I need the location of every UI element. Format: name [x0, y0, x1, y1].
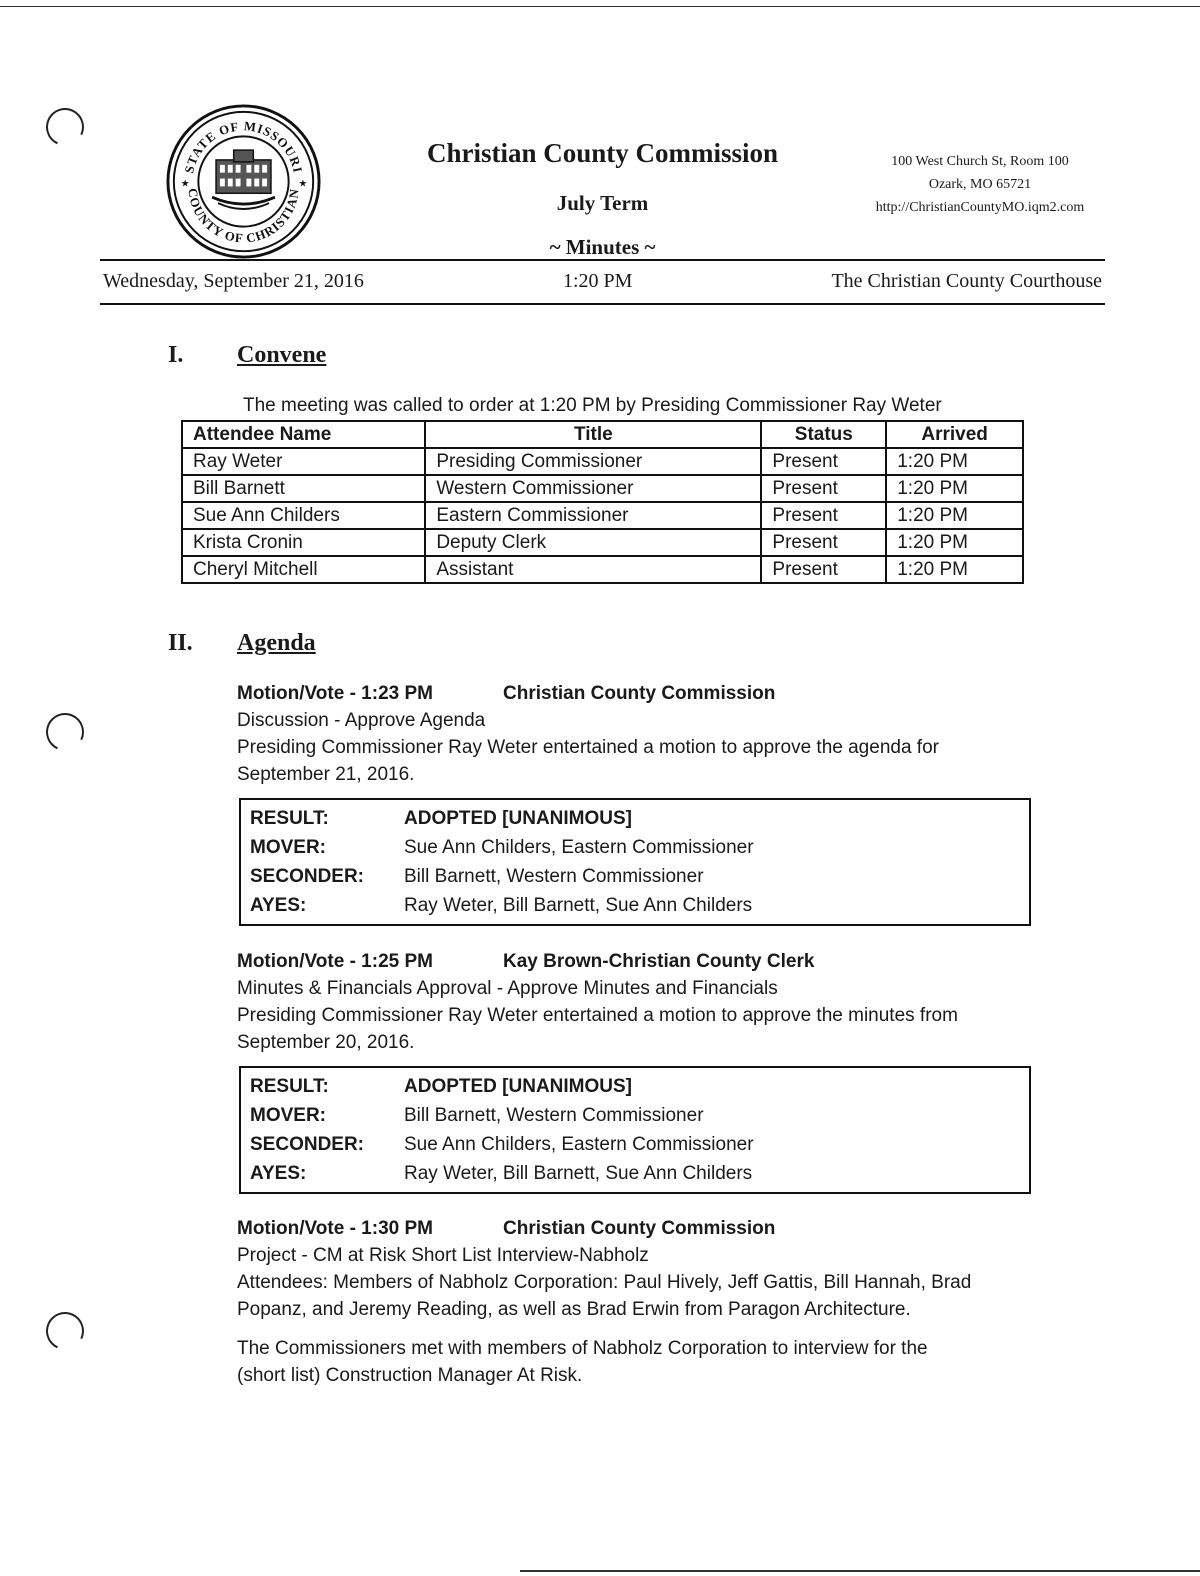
attendee-name: Krista Cronin	[182, 529, 425, 556]
attendee-name: Cheryl Mitchell	[182, 556, 425, 583]
item-description: Presiding Commissioner Ray Weter entertained a motion to approve the agenda for	[237, 737, 939, 758]
org-title: Christian County Commission	[426, 138, 779, 168]
vote-label: MOVER:	[250, 1104, 326, 1126]
vote-label: MOVER:	[250, 836, 326, 858]
vote-label: SECONDER:	[250, 865, 365, 887]
attendee-table	[181, 420, 1024, 584]
item-description: September 21, 2016.	[237, 764, 415, 785]
item-paragraph: The Commissioners met with members of Nabholz Corporation to interview for the	[237, 1338, 928, 1359]
vote-ayes: Ray Weter, Bill Barnett, Sue Ann Childers	[404, 1162, 753, 1184]
address-line-1: 100 West Church St, Room 100	[891, 154, 1069, 169]
attendee-title: Assistant	[425, 556, 761, 583]
attendee-arrived: 1:20 PM	[886, 475, 1023, 502]
vote-result-box	[239, 798, 1031, 926]
attendee-status: Present	[761, 556, 886, 583]
attendee-arrived: 1:20 PM	[886, 556, 1023, 583]
svg-text:★: ★	[298, 178, 308, 190]
table-header-row	[182, 421, 1023, 448]
vote-label: SECONDER:	[250, 1133, 365, 1155]
table-row	[182, 475, 1023, 502]
attendee-status: Present	[761, 502, 886, 529]
document-type: ~ Minutes ~	[549, 235, 656, 259]
header-rule-bottom	[100, 303, 1105, 305]
column-header: Status	[761, 421, 886, 448]
item-description: Attendees: Members of Nabholz Corporation: Paul Hively, Jeff Gattis, Bill Hannah, Brad	[237, 1272, 972, 1293]
term-label: July Term	[556, 191, 649, 215]
agenda-item	[237, 680, 1037, 788]
column-header: Arrived	[886, 421, 1023, 448]
attendee-status: Present	[761, 475, 886, 502]
attendee-status: Present	[761, 529, 886, 556]
motion-time: Motion/Vote - 1:30 PM	[237, 1218, 433, 1239]
address-line-2: Ozark, MO 65721	[928, 177, 1032, 192]
table-row	[182, 502, 1023, 529]
item-subject: Discussion - Approve Agenda	[237, 710, 486, 731]
attendee-arrived: 1:20 PM	[886, 529, 1023, 556]
item-description: Presiding Commissioner Ray Weter entertained a motion to approve the minutes from	[237, 1005, 958, 1026]
vote-label: RESULT:	[250, 807, 329, 829]
section-number: II.	[168, 630, 193, 656]
motion-source: Christian County Commission	[503, 1218, 776, 1239]
vote-mover: Sue Ann Childers, Eastern Commissioner	[404, 836, 754, 858]
top-scan-rule	[0, 6, 1200, 7]
attendee-title: Eastern Commissioner	[425, 502, 761, 529]
county-seal-icon	[165, 103, 322, 260]
attendee-arrived: 1:20 PM	[886, 502, 1023, 529]
meeting-time: 1:20 PM	[563, 270, 633, 292]
vote-seconder: Sue Ann Childers, Eastern Commissioner	[404, 1133, 754, 1155]
vote-mover: Bill Barnett, Western Commissioner	[404, 1104, 704, 1126]
attendee-title: Presiding Commissioner	[425, 448, 761, 475]
punch-hole-icon	[41, 708, 90, 757]
meeting-location: The Christian County Courthouse	[831, 270, 1102, 292]
vote-result: ADOPTED [UNANIMOUS]	[404, 807, 632, 829]
svg-text:★: ★	[180, 178, 190, 190]
table-row	[182, 556, 1023, 583]
svg-text:STATE OF MISSOURI: STATE OF MISSOURI	[182, 119, 305, 175]
attendee-name: Ray Weter	[182, 448, 425, 475]
table-row	[182, 448, 1023, 475]
attendee-title: Deputy Clerk	[425, 529, 761, 556]
vote-result: ADOPTED [UNANIMOUS]	[404, 1075, 632, 1097]
table-row	[182, 529, 1023, 556]
motion-time: Motion/Vote - 1:25 PM	[237, 951, 433, 972]
attendee-arrived: 1:20 PM	[886, 448, 1023, 475]
vote-label: AYES:	[250, 1162, 307, 1184]
attendee-name: Bill Barnett	[182, 475, 425, 502]
motion-source: Christian County Commission	[503, 683, 776, 704]
motion-source: Kay Brown-Christian County Clerk	[503, 951, 815, 972]
bottom-scan-rule	[520, 1570, 1200, 1572]
item-description: Popanz, and Jeremy Reading, as well as Brad Erwin from Paragon Architecture.	[237, 1299, 911, 1320]
punch-hole-icon	[41, 103, 90, 152]
meeting-date: Wednesday, September 21, 2016	[103, 270, 364, 292]
item-subject: Project - CM at Risk Short List Interview-Nabholz	[237, 1245, 649, 1266]
section-number: I.	[168, 342, 184, 368]
attendee-title: Western Commissioner	[425, 475, 761, 502]
vote-ayes: Ray Weter, Bill Barnett, Sue Ann Childers	[404, 894, 753, 916]
agenda-item	[237, 948, 1037, 1056]
item-description: September 20, 2016.	[237, 1032, 415, 1053]
item-paragraph: (short list) Construction Manager At Risk.	[237, 1365, 583, 1386]
vote-result-box	[239, 1066, 1031, 1194]
vote-label: AYES:	[250, 894, 307, 916]
column-header: Attendee Name	[182, 421, 425, 448]
column-header: Title	[425, 421, 761, 448]
motion-time: Motion/Vote - 1:23 PM	[237, 683, 433, 704]
svg-text:COUNTY OF CHRISTIAN: COUNTY OF CHRISTIAN	[185, 187, 302, 246]
vote-label: RESULT:	[250, 1075, 329, 1097]
address-block	[855, 150, 1105, 219]
header-rule-top	[100, 259, 1105, 261]
convene-intro: The meeting was called to order at 1:20 PM by Presiding Commissioner Ray Weter	[243, 395, 942, 416]
section-title-convene: Convene	[237, 342, 327, 368]
vote-seconder: Bill Barnett, Western Commissioner	[404, 865, 704, 887]
website-link[interactable]: http://ChristianCountyMO.iqm2.com	[875, 200, 1085, 215]
agenda-item	[237, 1215, 1057, 1389]
punch-hole-icon	[41, 1307, 90, 1356]
item-subject: Minutes & Financials Approval - Approve Minutes and Financials	[237, 978, 778, 999]
attendee-name: Sue Ann Childers	[182, 502, 425, 529]
section-title-agenda: Agenda	[237, 630, 316, 656]
attendee-status: Present	[761, 448, 886, 475]
